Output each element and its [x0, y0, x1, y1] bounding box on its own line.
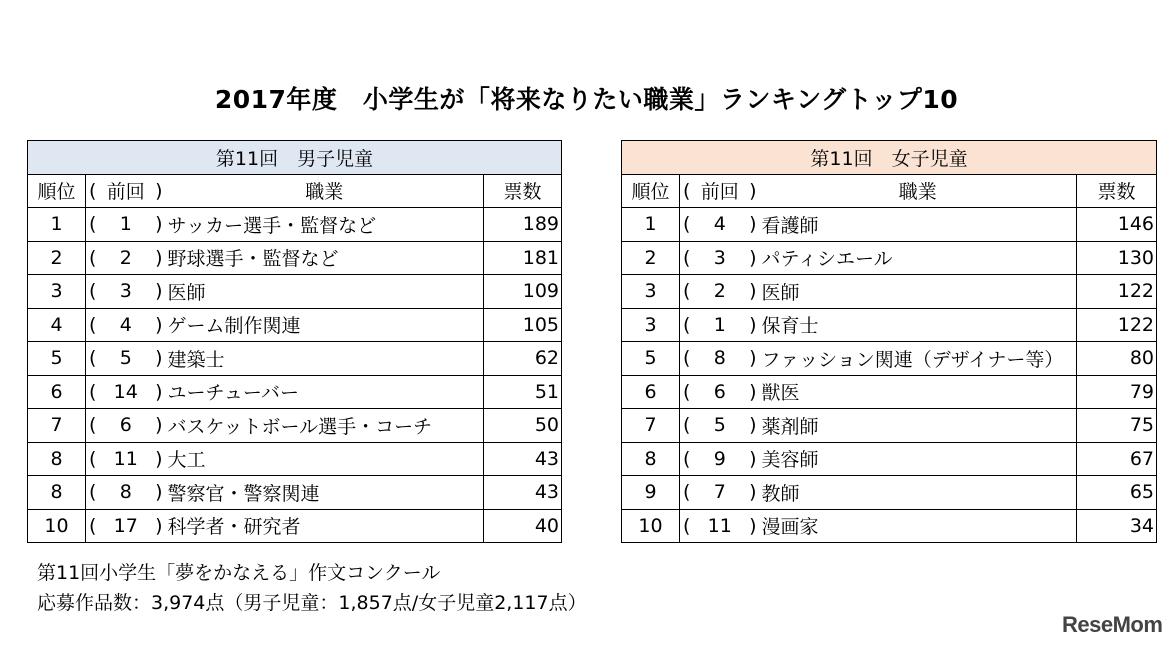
boys-table-header: 第11回 男子児童: [28, 141, 562, 175]
rank-cell: 8: [28, 476, 86, 510]
rank-cell: 2: [28, 241, 86, 275]
table-row: [622, 342, 1157, 376]
job-cell: 看護師: [760, 208, 1077, 242]
previous-rank-cell: ( 6 ): [86, 409, 166, 443]
votes-column-header: 票数: [484, 174, 562, 208]
votes-cell: 130: [1077, 241, 1157, 275]
table-row: [28, 409, 562, 443]
previous-rank-cell: ( 4 ): [680, 208, 760, 242]
votes-cell: 34: [1077, 509, 1157, 543]
votes-column-header: 票数: [1077, 174, 1157, 208]
rank-cell: 8: [622, 442, 680, 476]
job-cell: 漫画家: [760, 509, 1077, 543]
votes-cell: 43: [484, 442, 562, 476]
votes-cell: 51: [484, 375, 562, 409]
rank-cell: 6: [28, 375, 86, 409]
contest-name-note: 第11回小学生「夢をかなえる」作文コンクール: [37, 562, 441, 584]
votes-cell: 122: [1077, 308, 1157, 342]
table-row: [28, 509, 562, 543]
previous-rank-cell: ( 3 ): [680, 241, 760, 275]
votes-cell: 50: [484, 409, 562, 443]
votes-cell: 75: [1077, 409, 1157, 443]
job-cell: 警察官・警察関連: [166, 476, 484, 510]
votes-cell: 65: [1077, 476, 1157, 510]
previous-rank-column-header: ( 前回 ): [680, 174, 760, 208]
previous-rank-cell: ( 1 ): [86, 208, 166, 242]
job-cell: 保育士: [760, 308, 1077, 342]
previous-rank-cell: ( 11 ): [680, 509, 760, 543]
table-row: [622, 476, 1157, 510]
previous-rank-cell: ( 3 ): [86, 275, 166, 309]
rank-column-header: 順位: [622, 174, 680, 208]
rank-cell: 3: [622, 275, 680, 309]
rank-cell: 10: [622, 509, 680, 543]
table-row: [622, 375, 1157, 409]
rank-cell: 5: [28, 342, 86, 376]
job-cell: パティシエール: [760, 241, 1077, 275]
rank-cell: 3: [28, 275, 86, 309]
votes-cell: 40: [484, 509, 562, 543]
previous-rank-cell: ( 2 ): [86, 241, 166, 275]
job-cell: 獣医: [760, 375, 1077, 409]
previous-rank-cell: ( 7 ): [680, 476, 760, 510]
previous-rank-cell: ( 9 ): [680, 442, 760, 476]
job-cell: 大工: [166, 442, 484, 476]
votes-cell: 80: [1077, 342, 1157, 376]
table-row: [28, 442, 562, 476]
rank-cell: 8: [28, 442, 86, 476]
votes-cell: 181: [484, 241, 562, 275]
table-row: [622, 308, 1157, 342]
table-row: [622, 241, 1157, 275]
table-row: [28, 476, 562, 510]
votes-cell: 43: [484, 476, 562, 510]
page-title: 2017年度 小学生が「将来なりたい職業」ランキングトップ10: [214, 85, 959, 114]
table-row: [622, 509, 1157, 543]
job-cell: ゲーム制作関連: [166, 308, 484, 342]
rank-cell: 2: [622, 241, 680, 275]
rank-cell: 7: [622, 409, 680, 443]
rank-cell: 10: [28, 509, 86, 543]
rank-cell: 1: [622, 208, 680, 242]
table-row: [28, 208, 562, 242]
table-row: [622, 442, 1157, 476]
previous-rank-cell: ( 14 ): [86, 375, 166, 409]
job-cell: 薬剤師: [760, 409, 1077, 443]
previous-rank-cell: ( 17 ): [86, 509, 166, 543]
boys-ranking-table: [27, 140, 562, 543]
table-row: [622, 208, 1157, 242]
previous-rank-cell: ( 2 ): [680, 275, 760, 309]
previous-rank-cell: ( 1 ): [680, 308, 760, 342]
job-cell: 医師: [760, 275, 1077, 309]
votes-cell: 122: [1077, 275, 1157, 309]
rank-cell: 6: [622, 375, 680, 409]
table-row: [28, 375, 562, 409]
rank-cell: 4: [28, 308, 86, 342]
job-cell: 科学者・研究者: [166, 509, 484, 543]
table-row: [622, 409, 1157, 443]
rank-cell: 1: [28, 208, 86, 242]
previous-rank-cell: ( 8 ): [680, 342, 760, 376]
job-column-header: 職業: [760, 174, 1077, 208]
previous-rank-cell: ( 8 ): [86, 476, 166, 510]
job-cell: 教師: [760, 476, 1077, 510]
rank-cell: 3: [622, 308, 680, 342]
girls-table-header: 第11回 女子児童: [622, 141, 1157, 175]
job-cell: バスケットボール選手・コーチ: [166, 409, 484, 443]
previous-rank-cell: ( 5 ): [86, 342, 166, 376]
previous-rank-cell: ( 5 ): [680, 409, 760, 443]
votes-cell: 79: [1077, 375, 1157, 409]
job-cell: 建築士: [166, 342, 484, 376]
job-cell: ファッション関連（デザイナー等）: [760, 342, 1077, 376]
girls-ranking-table: [621, 140, 1157, 543]
job-cell: サッカー選手・監督など: [166, 208, 484, 242]
entry-count-note: 応募作品数：3,974点（男子児童：1,857点/女子児童2,117点）: [37, 592, 587, 614]
votes-cell: 189: [484, 208, 562, 242]
rank-column-header: 順位: [28, 174, 86, 208]
resemom-logo: ReseMom: [1062, 612, 1163, 637]
rank-cell: 5: [622, 342, 680, 376]
previous-rank-column-header: ( 前回 ): [86, 174, 166, 208]
votes-cell: 146: [1077, 208, 1157, 242]
table-row: [28, 241, 562, 275]
job-cell: 野球選手・監督など: [166, 241, 484, 275]
previous-rank-cell: ( 11 ): [86, 442, 166, 476]
job-cell: 医師: [166, 275, 484, 309]
job-column-header: 職業: [166, 174, 484, 208]
table-row: [28, 308, 562, 342]
job-cell: 美容師: [760, 442, 1077, 476]
job-cell: ユーチューバー: [166, 375, 484, 409]
votes-cell: 67: [1077, 442, 1157, 476]
table-row: [28, 275, 562, 309]
previous-rank-cell: ( 4 ): [86, 308, 166, 342]
votes-cell: 109: [484, 275, 562, 309]
rank-cell: 9: [622, 476, 680, 510]
table-row: [28, 342, 562, 376]
previous-rank-cell: ( 6 ): [680, 375, 760, 409]
votes-cell: 105: [484, 308, 562, 342]
rank-cell: 7: [28, 409, 86, 443]
table-row: [622, 275, 1157, 309]
votes-cell: 62: [484, 342, 562, 376]
